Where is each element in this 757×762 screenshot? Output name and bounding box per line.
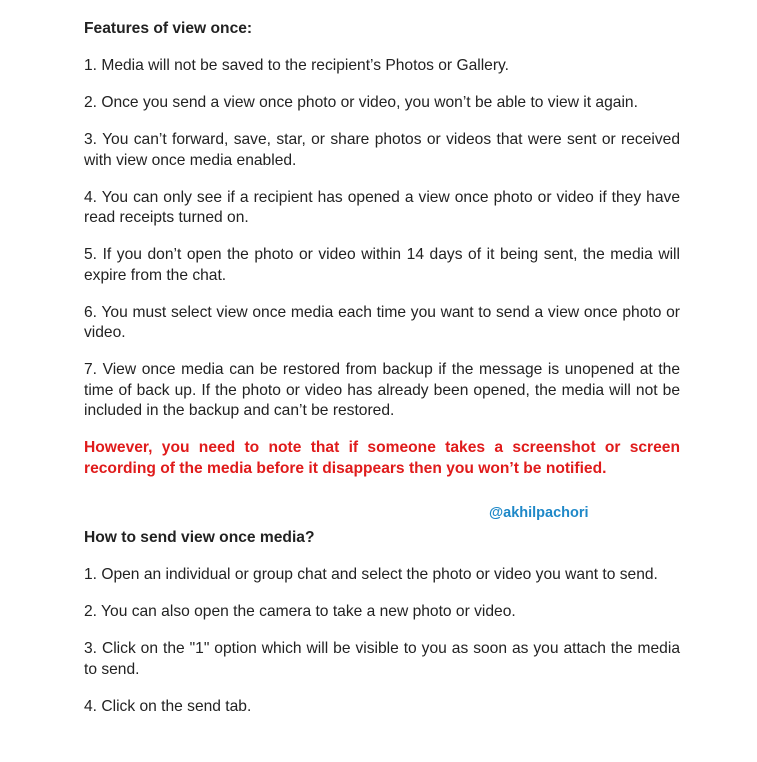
feature-item-7: 7. View once media can be restored from backup if the message is unopened at the time of back up. If the photo or video has already been opened, the media will not be included in the backup and can’t be restored. bbox=[84, 361, 680, 419]
how-to-section bbox=[84, 528, 680, 717]
feature-item-3: 3. You can’t forward, save, star, or share photos or videos that were sent or received with view once media enabled. bbox=[84, 131, 680, 169]
feature-item-4: 4. You can only see if a recipient has opened a view once photo or video if they have read receipts turned on. bbox=[84, 188, 680, 226]
features-heading: Features of view once: bbox=[84, 20, 253, 37]
feature-item-5: 5. If you don’t open the photo or video within 14 days of it being sent, the media will expire from the chat. bbox=[84, 246, 680, 284]
step-item-1: 1. Open an individual or group chat and select the photo or video you want to send. bbox=[84, 566, 658, 583]
features-section bbox=[84, 19, 680, 479]
step-item-4: 4. Click on the send tab. bbox=[84, 697, 252, 715]
step-item-2: 2. You can also open the camera to take a new photo or video. bbox=[84, 603, 516, 620]
how-to-heading: How to send view once media? bbox=[84, 529, 315, 546]
author-handle: @akhilpachori bbox=[489, 505, 589, 521]
feature-item-2: 2. Once you send a view once photo or video, you won’t be able to view it again. bbox=[84, 94, 638, 111]
screenshot-warning: However, you need to note that if someone takes a screenshot or screen recording of the media before it disappears then you won’t be notified. bbox=[84, 439, 680, 477]
feature-item-1: 1. Media will not be saved to the recipient’s Photos or Gallery. bbox=[84, 57, 510, 74]
step-item-3: 3. Click on the "1" option which will be visible to you as soon as you attach the media to send. bbox=[84, 640, 680, 678]
feature-item-6: 6. You must select view once media each time you want to send a view once photo or video. bbox=[84, 303, 680, 341]
